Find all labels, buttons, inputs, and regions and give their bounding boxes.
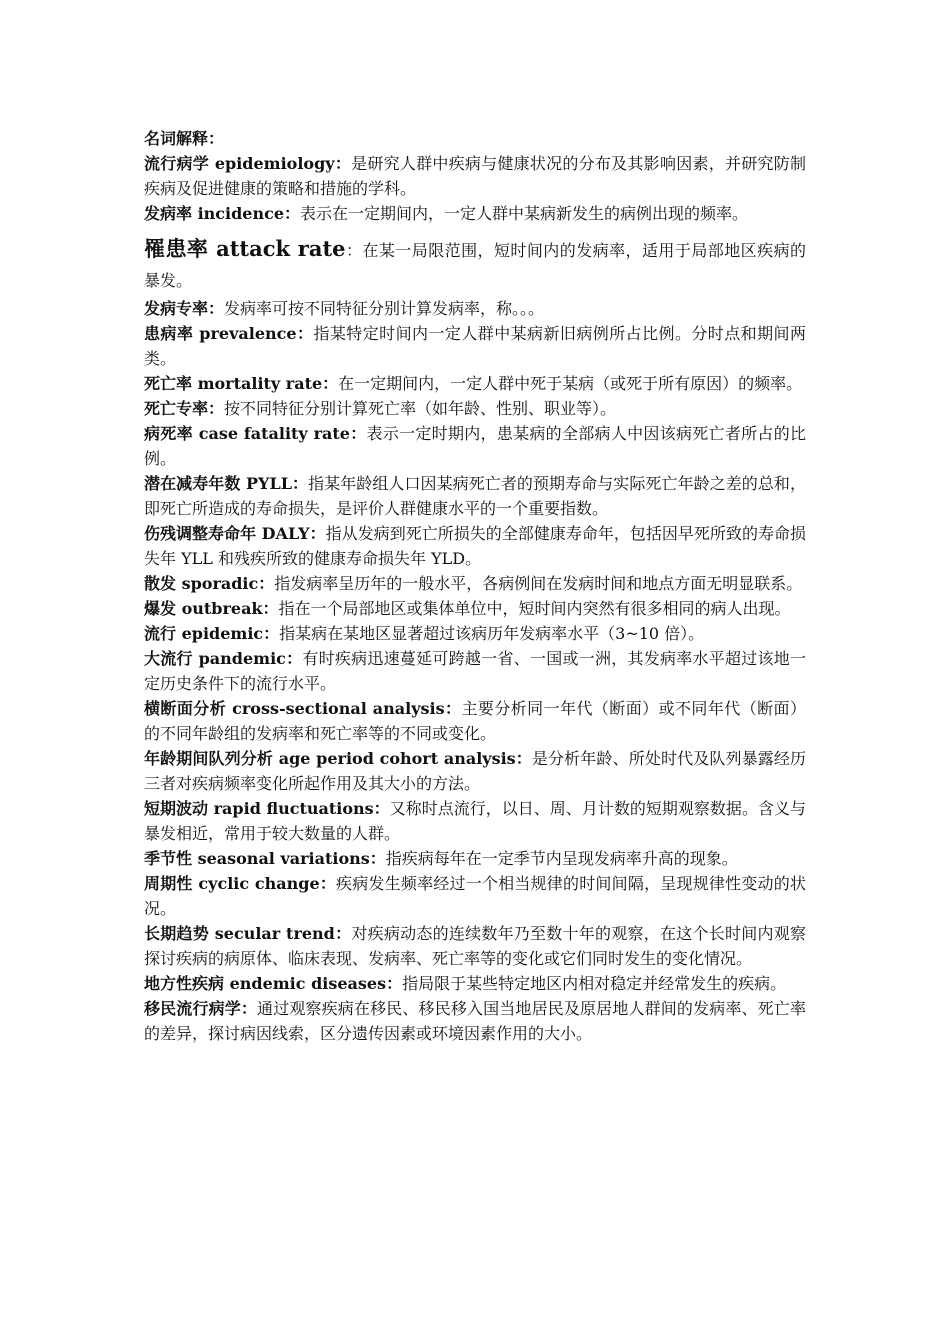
entry-seasonal-variations	[144, 846, 806, 871]
entry-definition: 指局限于某些特定地区内相对稳定并经常发生的疾病。	[402, 974, 787, 993]
entry-term: 潜在减寿年数 PYLL：	[144, 474, 309, 493]
entry-term: 患病率 prevalence：	[144, 324, 314, 343]
entry-daly	[144, 521, 806, 571]
entry-term: 死亡率 mortality rate：	[144, 374, 339, 393]
entry-incidence-specific-rate	[144, 296, 806, 321]
entry-definition: 表示一定时期内，患某病的全部病人中因该病死亡者所占的比例。	[144, 424, 806, 468]
entry-cross-sectional-analysis	[144, 696, 806, 746]
entry-definition: 是分析年龄、所处时代及队列暴露经历三者对疾病频率变化所起作用及其大小的方法。	[144, 749, 806, 793]
entry-definition: 表示在一定期间内，一定人群中某病新发生的病例出现的频率。	[300, 204, 749, 223]
entry-attack-rate	[144, 226, 806, 296]
entry-term: 发病率 incidence：	[144, 204, 301, 223]
document-page	[144, 126, 806, 1046]
entry-definition: 指发病率呈历年的一般水平，各病例间在发病时间和地点方面无明显联系。	[274, 574, 803, 593]
entry-definition: 指某病在某地区显著超过该病历年发病率水平（3~10 倍）。	[279, 624, 705, 643]
entry-endemic-diseases	[144, 971, 806, 996]
entry-definition: 指某特定时间内一定人群中某病新旧病例所占比例。分时点和期间两类。	[144, 324, 806, 368]
entry-age-period-cohort-analysis	[144, 746, 806, 796]
entry-term: 发病专率：	[144, 299, 225, 318]
entry-definition: 指疾病每年在一定季节内呈现发病率升高的现象。	[385, 849, 738, 868]
entry-definition: 疾病发生频率经过一个相当规律的时间间隔，呈现规律性变动的状况。	[144, 874, 806, 918]
entry-term: 流行 epidemic：	[144, 624, 280, 643]
entry-term: 罹患率 attack rate	[144, 236, 346, 261]
entry-term: 伤残调整寿命年 DALY：	[144, 524, 326, 543]
entry-definition: ：在某一局限范围，短时间内的发病率，适用于局部地区疾病的暴发。	[144, 241, 806, 290]
entry-definition: 按不同特征分别计算死亡率（如年龄、性别、职业等）。	[224, 399, 617, 418]
entry-epidemic	[144, 621, 806, 646]
entry-definition: 是研究人群中疾病与健康状况的分布及其影响因素，并研究防制疾病及促进健康的策略和措施的学科。	[144, 154, 806, 198]
entry-term: 死亡专率：	[144, 399, 225, 418]
entry-prevalence	[144, 321, 806, 371]
entry-incidence	[144, 201, 806, 226]
entry-definition: 又称时点流行，以日、周、月计数的短期观察数据。含义与暴发相近，常用于较大数量的人群。	[144, 799, 806, 843]
entry-term: 年龄期间队列分析 age period cohort analysis：	[144, 749, 532, 768]
entry-definition: 指某年龄组人口因某病死亡者的预期寿命与实际死亡年龄之差的总和，即死亡所造成的寿命损失，是评价人群健康水平的一个重要指数。	[144, 474, 806, 518]
entry-outbreak	[144, 596, 806, 621]
entry-term: 移民流行病学：	[144, 999, 258, 1018]
entry-term: 长期趋势 secular trend：	[144, 924, 352, 943]
entry-pyll	[144, 471, 806, 521]
entry-pandemic	[144, 646, 806, 696]
entry-case-fatality-rate	[144, 421, 806, 471]
entry-migrant-epidemiology	[144, 996, 806, 1046]
entry-specific-mortality-rate	[144, 396, 806, 421]
entry-definition: 发病率可按不同特征分别计算发病率，称。。。	[224, 299, 545, 318]
entry-definition: 指在一个局部地区或集体单位中，短时间内突然有很多相同的病人出现。	[278, 599, 791, 618]
entry-cyclic-change	[144, 871, 806, 921]
entry-mortality-rate	[144, 371, 806, 396]
entry-term: 横断面分析 cross-sectional analysis：	[144, 699, 462, 718]
section-heading: 名词解释：	[144, 129, 225, 148]
entry-term: 大流行 pandemic：	[144, 649, 303, 668]
entry-definition: 有时疾病迅速蔓延可跨越一省、一国或一洲，其发病率水平超过该地一定历史条件下的流行水平。	[144, 649, 806, 693]
entry-rapid-fluctuations	[144, 796, 806, 846]
entry-term: 流行病学 epidemiology：	[144, 154, 352, 173]
entry-definition: 主要分析同一年代（断面）或不同年代（断面）的不同年龄组的发病率和死亡率等的不同或变化。	[144, 699, 806, 743]
entry-term: 周期性 cyclic change：	[144, 874, 337, 893]
entry-term: 短期波动 rapid fluctuations：	[144, 799, 390, 818]
entry-definition: 对疾病动态的连续数年乃至数十年的观察，在这个长时间内观察探讨疾病的病原体、临床表现、发病率、死亡率等的变化或它们同时发生的变化情况。	[144, 924, 806, 968]
entry-epidemiology	[144, 151, 806, 201]
entry-term: 爆发 outbreak：	[144, 599, 279, 618]
entry-definition: 通过观察疾病在移民、移民移入国当地居民及原居地人群间的发病率、死亡率的差异，探讨病因线索，区分遗传因素或环境因素作用的大小。	[144, 999, 806, 1043]
entry-secular-trend	[144, 921, 806, 971]
entry-term: 地方性疾病 endemic diseases：	[144, 974, 403, 993]
entry-term: 病死率 case fatality rate：	[144, 424, 367, 443]
entry-definition: 指从发病到死亡所损失的全部健康寿命年，包括因早死所致的寿命损失年 YLL 和残疾所致的健康寿命损失年 YLD。	[144, 524, 806, 568]
entry-term: 季节性 seasonal variations：	[144, 849, 386, 868]
entry-sporadic	[144, 571, 806, 596]
entry-term: 散发 sporadic：	[144, 574, 275, 593]
entry-definition: 在一定期间内，一定人群中死于某病（或死于所有原因）的频率。	[338, 374, 803, 393]
